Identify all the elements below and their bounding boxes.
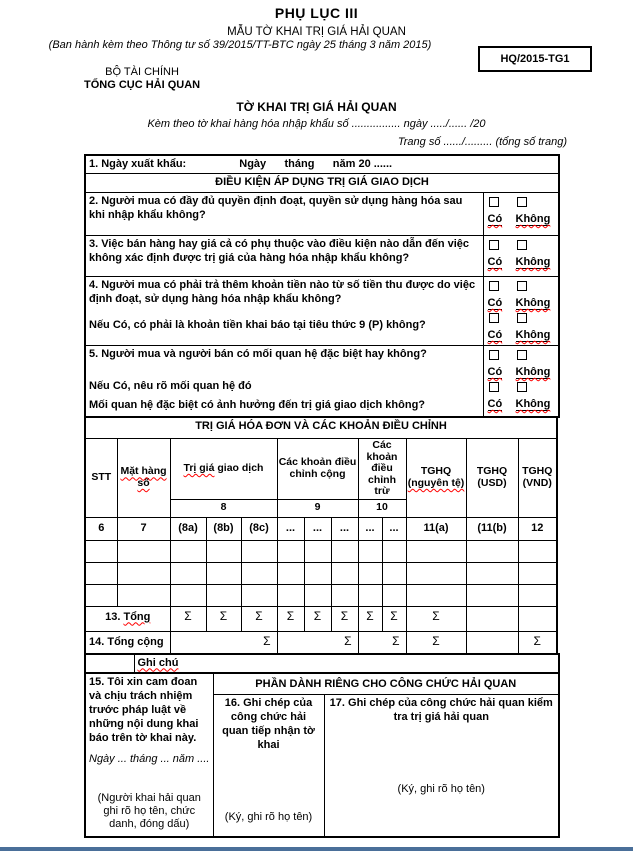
checkbox-no[interactable] [517, 240, 527, 250]
code-cell: 12 [518, 517, 557, 540]
value-table-title-row [85, 417, 557, 439]
checkbox-yes[interactable] [489, 240, 499, 250]
total-label: 13. Tổng [85, 606, 170, 631]
form-code-box: HQ/2015-TG1 [478, 46, 592, 72]
box17-cell [324, 694, 559, 837]
col-transaction-value: Trị giá giao dịch [170, 439, 277, 500]
yes-label: Có [487, 366, 503, 378]
question-2-answers [483, 193, 559, 236]
yes-label: Có [487, 398, 503, 410]
no-option [516, 237, 551, 269]
sigma-cell: Σ [170, 606, 206, 631]
box16-sign-note: (Ký, ghi rõ họ tên) [224, 810, 313, 823]
no-label: Không [515, 398, 551, 410]
value-table [84, 416, 558, 655]
sigma-cell: Σ [406, 606, 466, 631]
checkbox-yes[interactable] [489, 197, 499, 207]
question-4-text: 4. Người mua có phải trả thêm khoản tiền nào từ số tiền thu được do việc định đoạt, sử dụng hàng hóa nhập khẩu không? [89, 279, 476, 305]
question-5-answers [483, 346, 559, 418]
sigma-cell: Σ [382, 606, 406, 631]
group-8: 8 [170, 499, 277, 517]
question-3-answers [483, 236, 559, 277]
conditions-header: ĐIỀU KIỆN ÁP DỤNG TRỊ GIÁ GIAO DỊCH [85, 174, 559, 193]
col-additions: Các khoản điều chỉnh cộng [277, 439, 358, 500]
sigma-cell: Σ [277, 631, 358, 654]
sigma-cell: Σ [358, 606, 382, 631]
code-cell: (8c) [241, 517, 277, 540]
no-option [516, 278, 551, 310]
yes-option [488, 237, 516, 269]
question-3-text: 3. Việc bán hàng hay giá cả có phụ thuộc vào điều kiện nào dẫn đến việc không xác định được trị giá của hàng hóa nhập khẩu không? [85, 236, 483, 277]
checkbox-no[interactable] [517, 350, 527, 360]
value-table-title: TRỊ GIÁ HÓA ĐƠN VÀ CÁC KHOẢN ĐIỀU CHỈNH [85, 417, 557, 439]
code-cell: (8b) [206, 517, 241, 540]
conditions-header-row [85, 174, 559, 193]
issuance-note: (Ban hành kèm theo Thông tư số 39/2015/TT-BTC ngày 25 tháng 3 năm 2015) [48, 39, 432, 51]
yes-label: Có [487, 329, 503, 341]
no-option [516, 194, 551, 226]
no-option [516, 310, 551, 342]
no-label: Không [515, 213, 551, 225]
yes-option [488, 379, 516, 411]
yes-label: Có [487, 297, 503, 309]
question-5-subtext: Nếu Có, nêu rõ mối quan hệ đó [89, 380, 252, 392]
col-item-no: Mặt hàng số [117, 439, 170, 518]
agency-line2: TỔNG CỤC HẢI QUAN [84, 79, 201, 91]
yes-option [488, 347, 516, 379]
question-4-answers [483, 277, 559, 346]
empty-data-row [85, 562, 557, 584]
grand-total-row [85, 631, 557, 654]
no-option [516, 379, 551, 411]
yes-no-group [484, 379, 559, 411]
yes-option [488, 278, 516, 310]
question-5-text: 5. Người mua và người bán có mối quan hệ đặc biệt hay không? [89, 348, 427, 360]
export-date-value: Ngày tháng năm 20 ...... [239, 158, 393, 170]
yes-label: Có [487, 256, 503, 268]
signature-table [84, 672, 560, 838]
yes-option [488, 194, 516, 226]
grand-total-label: 14. Tổng cộng [85, 631, 170, 654]
question-row-3 [85, 236, 559, 277]
export-date-row [85, 155, 559, 174]
question-row-5 [85, 346, 559, 418]
note-label: Ghi chú [137, 656, 179, 669]
sigma-cell: Σ [206, 606, 241, 631]
group-10: 10 [358, 499, 406, 517]
checkbox-yes[interactable] [489, 382, 499, 392]
question-row-4 [85, 277, 559, 346]
checkbox-yes[interactable] [489, 313, 499, 323]
page-number-line: Trang số ....../......... (tổng số trang) [397, 136, 567, 148]
checkbox-no[interactable] [517, 197, 527, 207]
checkbox-no[interactable] [517, 382, 527, 392]
customs-section-header: PHẦN DÀNH RIÊNG CHO CÔNG CHỨC HẢI QUAN [213, 673, 559, 695]
yes-no-group [484, 278, 559, 310]
col-stt: STT [85, 439, 117, 518]
col-tghq-usd: TGHQ (USD) [466, 439, 518, 518]
question-5-subtext2: Mối quan hệ đặc biệt có ảnh hưởng đến trị giá giao dịch không? [89, 399, 426, 411]
customs-header-row [85, 673, 559, 695]
sigma-cell: Σ [241, 606, 277, 631]
yes-option [488, 310, 516, 342]
note-label-cell [134, 654, 559, 673]
box17-sign-note: (Ký, ghi rõ họ tên) [397, 782, 485, 795]
sigma-cell: Σ [331, 606, 358, 631]
yes-no-group [484, 237, 559, 269]
value-table-header-row [85, 439, 557, 500]
code-cell: ... [304, 517, 331, 540]
box16-cell [213, 694, 324, 837]
sigma-cell: Σ [518, 631, 557, 654]
code-cell: ... [331, 517, 358, 540]
page-title: TỜ KHAI TRỊ GIÁ HẢI QUAN [236, 100, 397, 114]
box16-label: 16. Ghi chép của công chức hải quan tiếp nhận tờ khai [222, 696, 315, 751]
question-row-2 [85, 193, 559, 236]
col-deductions: Các khoản điều chỉnh trừ [358, 439, 406, 500]
declarant-cell [85, 673, 213, 837]
yes-no-group [484, 194, 559, 226]
no-option [516, 347, 551, 379]
question-2-text: 2. Người mua có đầy đủ quyền định đoạt, quyền sử dụng hàng hóa sau khi nhập khẩu không? [85, 193, 483, 236]
question-5-cell [85, 346, 483, 418]
question-4-cell [85, 277, 483, 346]
form-body [84, 154, 558, 838]
code-cell: ... [382, 517, 406, 540]
no-label: Không [515, 366, 551, 378]
checkbox-yes[interactable] [489, 350, 499, 360]
yes-no-group [484, 310, 559, 342]
col-tghq-vnd: TGHQ (VND) [518, 439, 557, 518]
no-label: Không [515, 297, 551, 309]
no-label: Không [515, 256, 551, 268]
appendix-title: PHỤ LỤC III [274, 5, 359, 21]
checkbox-no[interactable] [517, 281, 527, 291]
box17-label: 17. Ghi chép của công chức hải quan kiểm tra trị giá hải quan [329, 696, 553, 723]
declarant-date-line: Ngày ... tháng ... năm .... [89, 752, 210, 765]
subtitle: Kèm theo tờ khai hàng hóa nhập khẩu số ................ ngày ...../...... /20 [147, 118, 486, 130]
sigma-cell: Σ [304, 606, 331, 631]
code-row [85, 517, 557, 540]
code-cell: (11(b) [466, 517, 518, 540]
group-9: 9 [277, 499, 358, 517]
sigma-cell: Σ [277, 606, 304, 631]
checkbox-no[interactable] [517, 313, 527, 323]
col-tghq-foreign: TGHQ (nguyên tệ) [406, 439, 466, 518]
sigma-cell: Σ [406, 631, 466, 654]
window-bottom-edge [0, 847, 633, 851]
agency-line1: BỘ TÀI CHÍNH [105, 66, 179, 78]
checkbox-yes[interactable] [489, 281, 499, 291]
form-name: MẪU TỜ KHAI TRỊ GIÁ HẢI QUAN [227, 26, 406, 38]
note-row [85, 654, 559, 673]
code-cell: 6 [85, 517, 117, 540]
code-cell: (8a) [170, 517, 206, 540]
empty-data-row [85, 540, 557, 562]
export-date-label: 1. Ngày xuất khẩu: [89, 158, 187, 170]
conditions-table [84, 154, 560, 418]
declarant-statement: 15. Tôi xin cam đoan và chịu trách nhiệm trước pháp luật về những nội dung khai báo trên tờ khai này. [89, 675, 199, 744]
sigma-cell: Σ [170, 631, 277, 654]
no-label: Không [515, 329, 551, 341]
agency-block [84, 66, 200, 92]
empty-data-row [85, 584, 557, 606]
note-table [84, 653, 560, 674]
sigma-cell: Σ [358, 631, 406, 654]
yes-no-group [484, 347, 559, 379]
yes-label: Có [487, 213, 503, 225]
question-4-subtext: Nếu Có, có phải là khoản tiền khai báo tại tiêu thức 9 (P) không? [89, 319, 426, 331]
declarant-sign-note: (Người khai hải quan ghi rõ họ tên, chức danh, đóng dấu) [97, 791, 201, 830]
code-cell: ... [277, 517, 304, 540]
export-date-cell [85, 155, 559, 174]
code-cell: 7 [117, 517, 170, 540]
total-row [85, 606, 557, 631]
code-cell: ... [358, 517, 382, 540]
code-cell: 11(a) [406, 517, 466, 540]
